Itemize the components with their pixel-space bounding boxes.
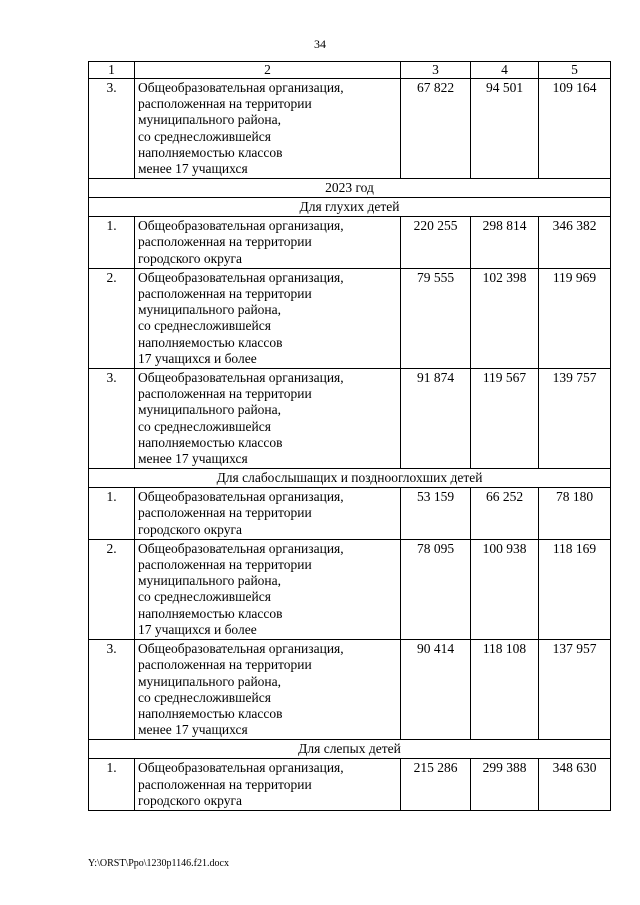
- table-body: [89, 79, 611, 811]
- section-heading: Для слабослышащих и позднооглохших детей: [89, 469, 611, 488]
- description-line: Общеобразовательная организация,: [138, 489, 344, 505]
- section-heading: Для слепых детей: [89, 740, 611, 759]
- section-heading: Для глухих детей: [89, 198, 611, 217]
- value-col-3: 91 874: [401, 369, 471, 469]
- value-col-4: 94 501: [471, 79, 539, 179]
- table-row: [89, 488, 611, 540]
- header-col-3: 3: [401, 62, 471, 79]
- description-line: Общеобразовательная организация,: [138, 269, 344, 285]
- value-col-3: 220 255: [401, 217, 471, 269]
- description-line: Общеобразовательная организация,: [138, 218, 344, 234]
- row-number: 3.: [89, 79, 135, 179]
- row-number: 1.: [89, 217, 135, 269]
- description-line: расположенная на территории: [138, 96, 312, 112]
- table-row: [89, 369, 611, 469]
- value-col-4: 118 108: [471, 640, 539, 740]
- value-col-5: 119 969: [539, 268, 611, 368]
- description-line: Общеобразовательная организация,: [138, 760, 344, 776]
- description-line: менее 17 учащихся: [138, 161, 248, 177]
- description-line: наполняемостью классов: [138, 705, 283, 721]
- value-col-5: 348 630: [539, 759, 611, 811]
- row-number: 3.: [89, 640, 135, 740]
- organization-description: [135, 79, 401, 179]
- header-col-5: 5: [539, 62, 611, 79]
- organization-description: [135, 640, 401, 740]
- section-heading-row: [89, 740, 611, 759]
- description-line: 17 учащихся и более: [138, 621, 257, 637]
- description-line: со среднесложившейся: [138, 418, 271, 434]
- value-col-4: 119 567: [471, 369, 539, 469]
- row-number: 2.: [89, 268, 135, 368]
- table-row: [89, 79, 611, 179]
- description-line: муниципального района,: [138, 112, 282, 128]
- description-line: городского округа: [138, 521, 243, 537]
- value-col-3: 215 286: [401, 759, 471, 811]
- value-col-5: 118 169: [539, 539, 611, 639]
- section-heading-row: [89, 469, 611, 488]
- description-line: расположенная на территории: [138, 557, 312, 573]
- description-line: наполняемостью классов: [138, 434, 283, 450]
- header-col-4: 4: [471, 62, 539, 79]
- value-col-3: 67 822: [401, 79, 471, 179]
- table-row: [89, 217, 611, 269]
- description-line: муниципального района,: [138, 673, 282, 689]
- description-line: Общеобразовательная организация,: [138, 540, 344, 556]
- table-row: [89, 759, 611, 811]
- value-col-4: 299 388: [471, 759, 539, 811]
- organization-description: [135, 217, 401, 269]
- description-line: наполняемостью классов: [138, 144, 283, 160]
- description-line: расположенная на территории: [138, 776, 312, 792]
- organization-description: [135, 488, 401, 540]
- description-line: менее 17 учащихся: [138, 722, 248, 738]
- value-col-3: 78 095: [401, 539, 471, 639]
- table-row: [89, 539, 611, 639]
- organization-description: [135, 369, 401, 469]
- description-line: Общеобразовательная организация,: [138, 370, 344, 386]
- value-col-4: 102 398: [471, 268, 539, 368]
- section-heading: 2023 год: [89, 179, 611, 198]
- description-line: наполняемостью классов: [138, 334, 283, 350]
- description-line: муниципального района,: [138, 302, 282, 318]
- description-line: городского округа: [138, 250, 243, 266]
- description-line: расположенная на территории: [138, 386, 312, 402]
- row-number: 2.: [89, 539, 135, 639]
- description-line: со среднесложившейся: [138, 318, 271, 334]
- organization-description: [135, 268, 401, 368]
- description-line: менее 17 учащихся: [138, 451, 248, 467]
- value-col-3: 53 159: [401, 488, 471, 540]
- header-col-1: 1: [89, 62, 135, 79]
- description-line: 17 учащихся и более: [138, 350, 257, 366]
- description-line: со среднесложившейся: [138, 589, 271, 605]
- description-line: муниципального района,: [138, 402, 282, 418]
- value-col-3: 79 555: [401, 268, 471, 368]
- table-row: [89, 640, 611, 740]
- value-col-5: 139 757: [539, 369, 611, 469]
- description-line: расположенная на территории: [138, 286, 312, 302]
- description-line: расположенная на территории: [138, 505, 312, 521]
- footer-file-path: Y:\ORST\Ppo\1230p1146.f21.docx: [88, 858, 229, 869]
- row-number: 3.: [89, 369, 135, 469]
- organization-description: [135, 759, 401, 811]
- description-line: со среднесложившейся: [138, 689, 271, 705]
- section-heading-row: [89, 179, 611, 198]
- value-col-4: 298 814: [471, 217, 539, 269]
- header-col-2: 2: [135, 62, 401, 79]
- row-number: 1.: [89, 488, 135, 540]
- value-col-5: 78 180: [539, 488, 611, 540]
- page-number: 34: [314, 37, 326, 51]
- value-col-3: 90 414: [401, 640, 471, 740]
- organization-description: [135, 539, 401, 639]
- table-header-row: [89, 62, 611, 79]
- value-col-5: 137 957: [539, 640, 611, 740]
- data-table: [88, 61, 611, 811]
- row-number: 1.: [89, 759, 135, 811]
- table-row: [89, 268, 611, 368]
- section-heading-row: [89, 198, 611, 217]
- description-line: Общеобразовательная организация,: [138, 641, 344, 657]
- value-col-5: 109 164: [539, 79, 611, 179]
- description-line: со среднесложившейся: [138, 128, 271, 144]
- value-col-4: 66 252: [471, 488, 539, 540]
- value-col-4: 100 938: [471, 539, 539, 639]
- description-line: городского округа: [138, 792, 243, 808]
- value-col-5: 346 382: [539, 217, 611, 269]
- description-line: наполняемостью классов: [138, 605, 283, 621]
- description-line: расположенная на территории: [138, 657, 312, 673]
- description-line: муниципального района,: [138, 573, 282, 589]
- description-line: Общеобразовательная организация,: [138, 80, 344, 95]
- description-line: расположенная на территории: [138, 234, 312, 250]
